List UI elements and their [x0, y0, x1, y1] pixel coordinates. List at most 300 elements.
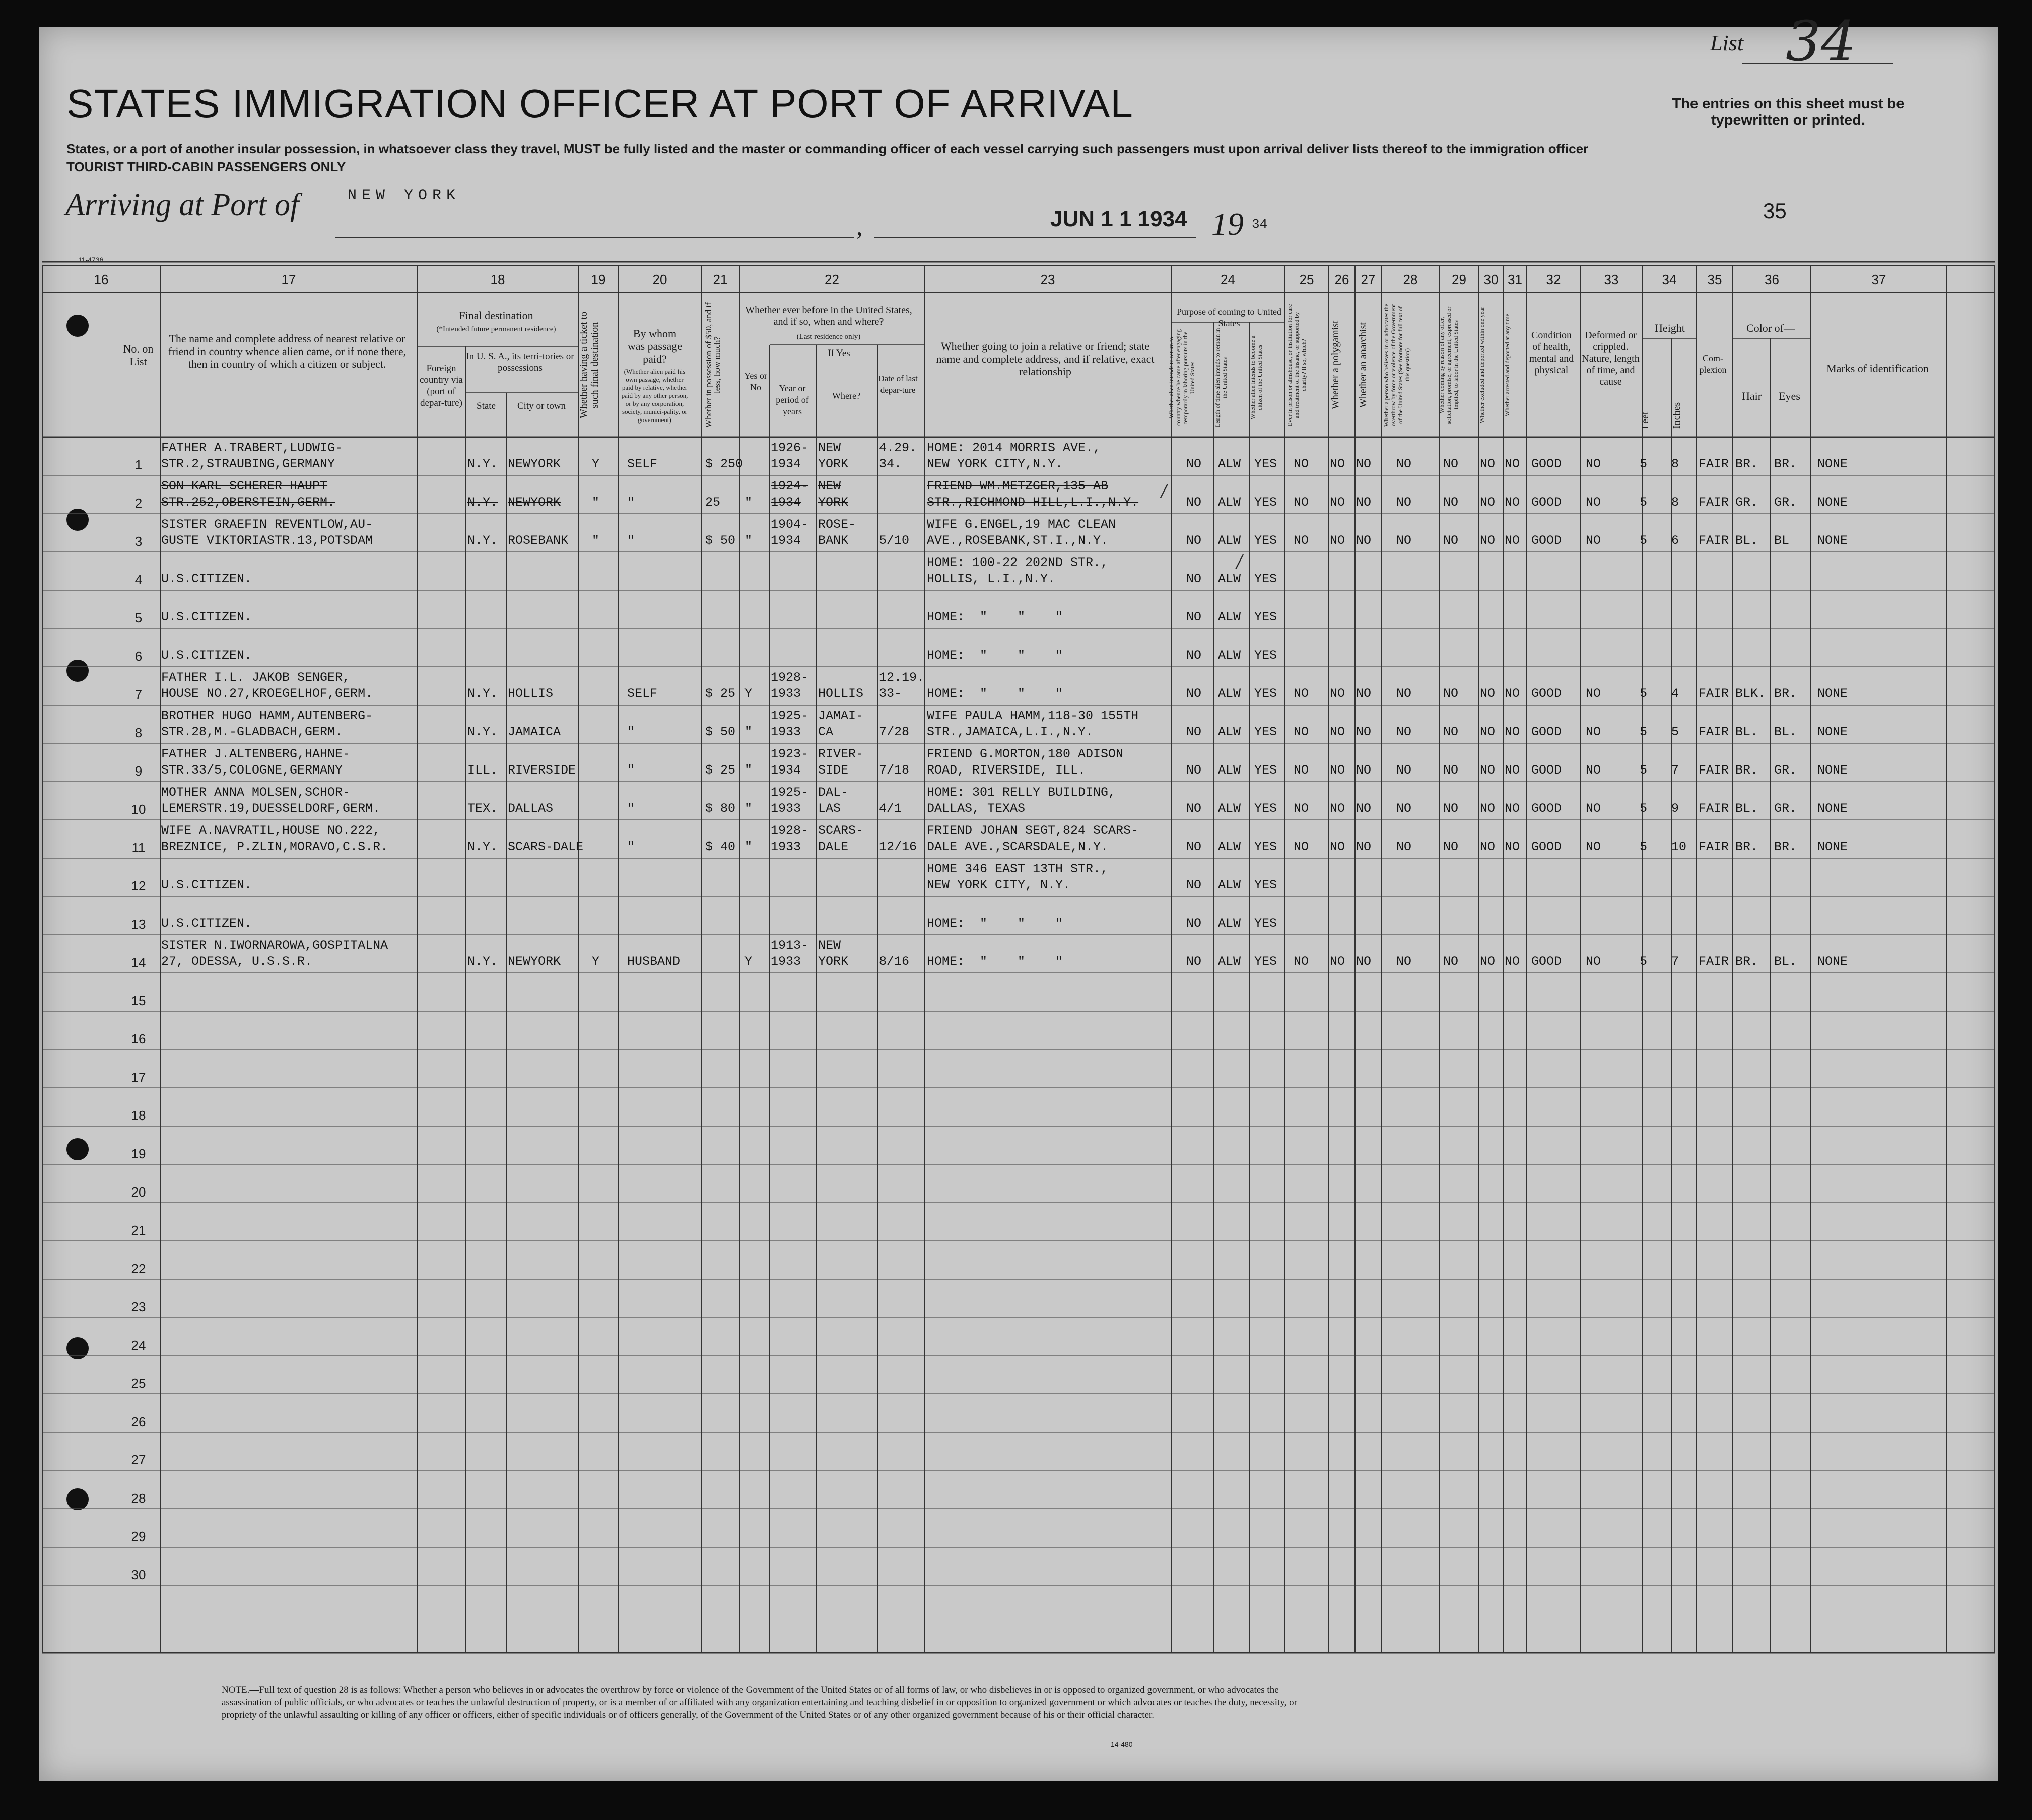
health-condition: GOOD [1531, 725, 1562, 739]
polygamist-answer: NO [1330, 457, 1345, 471]
header-anarchist: Whether an anarchist [1358, 322, 1369, 408]
previous-residence-line1: SCARS- [818, 823, 864, 838]
row-number: 16 [131, 1031, 146, 1046]
destination-state: N.Y. [467, 725, 498, 739]
eye-color: GR. [1774, 763, 1797, 778]
excluded-answer: NO [1480, 839, 1496, 854]
excluded-answer: NO [1480, 725, 1496, 739]
deformed-answer: NO [1586, 954, 1601, 969]
relative-address-line2: STR.33/5,COLOGNE,GERMANY [161, 763, 343, 778]
years-to: 1933 [771, 839, 801, 854]
relative-address-line1: BROTHER HUGO HAMM,AUTENBERG- [161, 709, 373, 723]
row-number: 4 [134, 572, 143, 587]
row-number: 10 [131, 802, 146, 817]
deformed-answer: NO [1586, 801, 1601, 816]
relative-address-line1: FATHER A.TRABERT,LUDWIG- [161, 441, 343, 455]
eye-color: BR. [1774, 839, 1797, 854]
height-feet: 5 [1640, 839, 1648, 854]
header-if-yes: If Yes— [828, 348, 860, 359]
hair-color: BL. [1735, 725, 1758, 739]
been-before-flag: " [744, 763, 753, 778]
arrested-answer: NO [1505, 495, 1520, 510]
joining-line2: NEW YORK CITY,N.Y. [927, 457, 1063, 471]
header-state: State [477, 401, 496, 411]
destination-state: N.Y. [467, 457, 498, 471]
header-before-us: Whether ever before in the United States, and if so, when and where? [745, 305, 912, 327]
header-no-on-list: No. on List [123, 342, 154, 368]
joining-line1: HOME: 100-22 202ND STR., [927, 555, 1109, 570]
column-number: 25 [1299, 272, 1314, 287]
row-number: 6 [134, 649, 143, 664]
purpose-length: ALW [1218, 878, 1241, 892]
row-number: 29 [131, 1529, 146, 1544]
purpose-length: ALW [1218, 686, 1241, 701]
header-final-destination: Final destination [459, 309, 533, 322]
purpose-citizen: YES [1254, 648, 1277, 663]
previous-residence-line2: CA [818, 725, 834, 739]
excluded-answer: NO [1480, 954, 1496, 969]
purpose-length: ALW [1218, 457, 1241, 471]
row-number: 30 [131, 1567, 146, 1582]
complexion: FAIR [1699, 839, 1729, 854]
column-number: 21 [713, 272, 728, 287]
purpose-citizen: YES [1254, 572, 1277, 586]
footnote-code: 14-480 [1111, 1740, 1133, 1748]
row-number: 1 [134, 457, 143, 472]
year-suffix: 34 [1252, 217, 1268, 232]
header-eyes: Eyes [1779, 390, 1800, 402]
years-from: 1913- [771, 938, 809, 953]
purpose-citizen: YES [1254, 878, 1277, 892]
passage-paid-by: " [627, 839, 635, 854]
purpose-return: NO [1186, 954, 1202, 969]
purpose-citizen: YES [1254, 916, 1277, 931]
anarchist-answer: NO [1356, 839, 1372, 854]
joining-line2: HOLLIS, L.I.,N.Y. [927, 572, 1056, 586]
handwritten-mark: / [1161, 481, 1167, 501]
years-from: 1928- [771, 670, 809, 685]
row-number: 8 [134, 725, 143, 740]
sheet-number: 35 [1763, 199, 1787, 223]
purpose-citizen: YES [1254, 686, 1277, 701]
port-label: Arriving at Port of [65, 188, 299, 222]
been-before-flag: " [744, 495, 753, 510]
departure-date-line2: 7/18 [879, 763, 910, 778]
purpose-length: ALW [1218, 572, 1241, 586]
joining-line2: AVE.,ROSEBANK,ST.I.,N.Y. [927, 533, 1109, 548]
question-28-answer: NO [1396, 533, 1412, 548]
deformed-answer: NO [1586, 457, 1601, 471]
page-title: STATES IMMIGRATION OFFICER AT PORT OF ARRIVAL [66, 81, 1133, 126]
years-from: 1925- [771, 709, 809, 723]
punch-hole [66, 1138, 89, 1160]
relative-address-line2: U.S.CITIZEN. [161, 610, 252, 624]
header-offer-labor: Whether coming by reason of any offer, solicitation, promise, or agreement, expressed or implied, to labor in the United States [1438, 306, 1459, 424]
height-feet: 5 [1640, 495, 1648, 510]
departure-date-line2: 8/16 [879, 954, 910, 969]
footnote: NOTE.—Full text of question 28 is as follows: Whether a person who believes in or advocates the overthrow by force or violence of the Government of the United States or of all forms of law, or who disbelieves in or is opposed to organized government, or who advocates the assassination of public officials, or who advocates or teaches the unlawful destruction of property, or is a member of or affiliated with any organization entertaining and teaching disbelief in or opposition to organized government or which advocates or teaches the duty, necessity, or propriety of the unlawful assaulting or killing of any officer or officers, either of specific individuals or of officers generally, of the Government of the United States or of any other organized government because of his or their official character. [222, 1685, 1297, 1720]
question-28-answer: NO [1396, 495, 1412, 510]
joining-line2: HOME: " " " [927, 916, 1063, 931]
row-number: 21 [131, 1223, 146, 1238]
years-from: 1926- [771, 441, 809, 455]
destination-city: DALLAS [508, 801, 554, 816]
row-number: 19 [131, 1146, 146, 1161]
height-inches: 7 [1671, 763, 1679, 778]
offer-labor-answer: NO [1443, 763, 1459, 778]
row-number: 3 [134, 534, 143, 549]
column-number: 22 [825, 272, 839, 287]
destination-city: SCARS-DALE [508, 839, 584, 854]
destination-state: TEX. [467, 801, 498, 816]
typewritten-notice: The entries on this sheet must be typewritten or printed. [1672, 96, 1905, 128]
height-feet: 5 [1640, 533, 1648, 548]
relative-address-line1: FATHER J.ALTENBERG,HAHNE- [161, 747, 351, 761]
been-before-flag: " [744, 801, 753, 816]
row-number: 2 [134, 496, 143, 511]
eye-color: BR. [1774, 457, 1797, 471]
row-number: 12 [131, 878, 146, 893]
anarchist-answer: NO [1356, 495, 1372, 510]
height-feet: 5 [1640, 725, 1648, 739]
hair-color: BR. [1735, 839, 1758, 854]
row-number: 24 [131, 1338, 146, 1353]
offer-labor-answer: NO [1443, 533, 1459, 548]
years-from: 1904- [771, 517, 809, 532]
arrested-answer: NO [1505, 954, 1520, 969]
years-to: 1934 [771, 495, 801, 510]
arrival-date-stamp: JUN 1 1 1934 [1050, 206, 1187, 231]
offer-labor-answer: NO [1443, 725, 1459, 739]
row-number: 27 [131, 1452, 146, 1467]
header-purpose-length: Length of time alien intends to remain in the United States [1214, 328, 1228, 428]
deformed-answer: NO [1586, 839, 1601, 854]
destination-city: NEWYORK [508, 954, 561, 969]
header-yes-no: Yes or No [744, 371, 767, 392]
purpose-citizen: YES [1254, 801, 1277, 816]
identification-marks: NONE [1817, 686, 1848, 701]
eye-color: GR. [1774, 801, 1797, 816]
health-condition: GOOD [1531, 533, 1562, 548]
header-feet: Feet [1640, 411, 1651, 430]
purpose-return: NO [1186, 648, 1202, 663]
relative-address-line1: SISTER N.IWORNAROWA,GOSPITALNA [161, 938, 388, 953]
column-number: 29 [1452, 272, 1466, 287]
header-prison: Ever in prison or almshouse, or institution for care and treatment of the insane, or supported by charity? If so, which? [1286, 304, 1307, 427]
prison-answer: NO [1294, 533, 1309, 548]
header-ticket: Whether having a ticket to such final destination [578, 311, 600, 419]
row-number: 26 [131, 1414, 146, 1429]
row-number: 23 [131, 1299, 146, 1314]
excluded-answer: NO [1480, 763, 1496, 778]
header-hair: Hair [1741, 390, 1762, 402]
row-number: 28 [131, 1491, 146, 1506]
years-to: 1934 [771, 457, 801, 471]
departure-date-line2: 12/16 [879, 839, 917, 854]
complexion: FAIR [1699, 533, 1729, 548]
identification-marks: NONE [1817, 801, 1848, 816]
ticket-flag: " [592, 533, 600, 548]
header-by-whom-note: (Whether alien paid his own passage, whether paid by relative, whether paid by any other person, or by any corporation, society, munici-pality, or government) [621, 368, 688, 424]
question-28-answer: NO [1396, 686, 1412, 701]
years-to: 1933 [771, 725, 801, 739]
eye-color: GR. [1774, 495, 1797, 510]
relative-address-line1: FATHER I.L. JAKOB SENGER, [161, 670, 351, 685]
header-foreign-country: Foreign country via (port of depar-ture)— [419, 363, 463, 420]
purpose-citizen: YES [1254, 457, 1277, 471]
purpose-length: ALW [1218, 648, 1241, 663]
destination-state: N.Y. [467, 495, 498, 510]
departure-date-line2: 34. [879, 457, 902, 471]
passage-paid-by: " [627, 801, 635, 816]
destination-city: NEWYORK [508, 495, 561, 510]
previous-residence-line1: DAL- [818, 785, 849, 800]
relative-address-line2: BREZNICE, P.ZLIN,MORAVO,C.S.R. [161, 839, 388, 854]
arrested-answer: NO [1505, 533, 1520, 548]
purpose-length: ALW [1218, 533, 1241, 548]
height-inches: 4 [1671, 686, 1679, 701]
header-marks: Marks of identification [1826, 362, 1929, 375]
height-inches: 7 [1671, 954, 1679, 969]
joining-line2: HOME: " " " [927, 610, 1063, 624]
been-before-flag: " [744, 725, 753, 739]
identification-marks: NONE [1817, 763, 1848, 778]
years-to: 1933 [771, 954, 801, 969]
purpose-return: NO [1186, 801, 1202, 816]
relative-address-line2: STR.2,STRAUBING,GERMANY [161, 457, 335, 471]
been-before-flag: Y [744, 686, 753, 701]
header-polygamist: Whether a polygamist [1330, 320, 1341, 410]
relative-address-line2: U.S.CITIZEN. [161, 572, 252, 586]
polygamist-answer: NO [1330, 725, 1345, 739]
header-deformed: Deformed or crippled. Nature, length of time, and cause [1582, 330, 1640, 387]
row-number: 20 [131, 1184, 146, 1200]
eye-color: BR. [1774, 686, 1797, 701]
header-year-period: Year or period of years [776, 383, 809, 416]
prison-answer: NO [1294, 763, 1309, 778]
passage-paid-by: " [627, 763, 635, 778]
previous-residence-line1: NEW [818, 479, 841, 494]
height-inches: 9 [1671, 801, 1679, 816]
row-number: 9 [134, 763, 143, 779]
instructions-line: States, or a port of another insular possession, in whatsoever class they travel, MUST be fully listed and the master or commanding officer of each vessel carrying such passengers must upon arrival deliver lists thereof to the immigration officer [66, 141, 1589, 156]
deformed-answer: NO [1586, 686, 1601, 701]
years-to: 1933 [771, 801, 801, 816]
purpose-length: ALW [1218, 801, 1241, 816]
destination-city: ROSEBANK [508, 533, 569, 548]
polygamist-answer: NO [1330, 686, 1345, 701]
relative-address-line2: LEMERSTR.19,DUESSELDORF,GERM. [161, 801, 381, 816]
relative-address-line2: U.S.CITIZEN. [161, 916, 252, 931]
complexion: FAIR [1699, 954, 1729, 969]
health-condition: GOOD [1531, 763, 1562, 778]
header-in-usa: In U. S. A., its terri-tories or possessions [466, 351, 574, 373]
purpose-citizen: YES [1254, 763, 1277, 778]
question-28-answer: NO [1396, 954, 1412, 969]
money-amount: $ 50 [705, 533, 736, 548]
height-inches: 5 [1671, 725, 1679, 739]
manifest-sheet [39, 27, 1998, 1781]
header-color-of: Color of— [1746, 322, 1795, 334]
punch-hole [66, 1337, 89, 1359]
hair-color: BLK. [1735, 686, 1766, 701]
arrested-answer: NO [1505, 763, 1520, 778]
previous-residence-line2: BANK [818, 533, 849, 548]
arrested-answer: NO [1505, 725, 1520, 739]
purpose-return: NO [1186, 878, 1202, 892]
offer-labor-answer: NO [1443, 839, 1459, 854]
departure-date-line2: 4/1 [879, 801, 902, 816]
years-to: 1934 [771, 533, 801, 548]
header-before-note: (Last residence only) [796, 333, 861, 341]
arrested-answer: NO [1505, 686, 1520, 701]
excluded-answer: NO [1480, 801, 1496, 816]
joining-line1: FRIEND G.MORTON,180 ADISON [927, 747, 1124, 761]
column-number: 24 [1221, 272, 1235, 287]
header-purpose-return: Whether alien intends to return to country whence he came after engaging temporarily in laboring pursuits in the United States [1168, 329, 1196, 426]
purpose-length: ALW [1218, 954, 1241, 969]
joining-line2: STR.,RICHMOND HILL,L.I.,N.Y. [927, 495, 1139, 510]
eye-color: BL [1774, 533, 1790, 548]
header-health: Condition of health, mental and physical [1529, 330, 1574, 376]
previous-residence-line1: NEW [818, 938, 841, 953]
purpose-return: NO [1186, 763, 1202, 778]
prison-answer: NO [1294, 495, 1309, 510]
punch-hole [66, 509, 89, 531]
anarchist-answer: NO [1356, 954, 1372, 969]
destination-city: JAMAICA [508, 725, 561, 739]
purpose-length: ALW [1218, 763, 1241, 778]
height-feet: 5 [1640, 763, 1648, 778]
previous-residence-line2: SIDE [818, 763, 849, 778]
money-amount: $ 40 [705, 839, 736, 854]
arrested-answer: NO [1505, 457, 1520, 471]
column-number: 26 [1334, 272, 1349, 287]
hair-color: BR. [1735, 457, 1758, 471]
height-inches: 10 [1671, 839, 1687, 854]
header-joining: Whether going to join a relative or friend; state name and complete address, and if relative, exact relationship [936, 340, 1155, 378]
purpose-return: NO [1186, 572, 1202, 586]
been-before-flag: " [744, 533, 753, 548]
purpose-return: NO [1186, 725, 1202, 739]
anarchist-answer: NO [1356, 686, 1372, 701]
header-purpose-citizen: Whether alien intends to become a citizen of the United States [1249, 335, 1263, 420]
complexion: FAIR [1699, 686, 1729, 701]
previous-residence-line2: YORK [818, 495, 849, 510]
identification-marks: NONE [1817, 533, 1848, 548]
joining-line2: HOME: " " " [927, 954, 1063, 969]
purpose-length: ALW [1218, 495, 1241, 510]
deformed-answer: NO [1586, 533, 1601, 548]
complexion: FAIR [1699, 495, 1729, 510]
relative-address-line1: WIFE A.NAVRATIL,HOUSE NO.222, [161, 823, 381, 838]
column-number: 19 [591, 272, 606, 287]
question-28-answer: NO [1396, 725, 1412, 739]
header-excluded: Whether excluded and deported within one year [1478, 307, 1485, 424]
passage-paid-by: " [627, 533, 635, 548]
deformed-answer: NO [1586, 725, 1601, 739]
hair-color: BR. [1735, 763, 1758, 778]
joining-line2: STR.,JAMAICA,L.I.,N.Y. [927, 725, 1094, 739]
year-prefix: 19 [1211, 206, 1244, 242]
port-underline [335, 237, 854, 238]
deformed-answer: NO [1586, 763, 1601, 778]
identification-marks: NONE [1817, 725, 1848, 739]
separator-comma: , [856, 212, 863, 240]
punch-hole [66, 315, 89, 337]
purpose-return: NO [1186, 495, 1202, 510]
column-number: 33 [1604, 272, 1619, 287]
prison-answer: NO [1294, 954, 1309, 969]
header-date-departure: Date of last depar-ture [878, 374, 918, 395]
been-before-flag: " [744, 839, 753, 854]
joining-line2: HOME: " " " [927, 648, 1063, 663]
health-condition: GOOD [1531, 495, 1562, 510]
relative-address-line2: HOUSE NO.27,KROEGELHOF,GERM. [161, 686, 373, 701]
previous-residence-line2: DALE [818, 839, 849, 854]
passage-paid-by: " [627, 495, 635, 510]
column-number: 36 [1765, 272, 1779, 287]
departure-date-line2: 33- [879, 686, 902, 701]
list-underline [1742, 63, 1893, 64]
column-number: 17 [281, 272, 296, 287]
purpose-return: NO [1186, 839, 1202, 854]
height-feet: 5 [1640, 801, 1648, 816]
column-number: 31 [1508, 272, 1522, 287]
joining-line2: DALLAS, TEXAS [927, 801, 1026, 816]
purpose-citizen: YES [1254, 533, 1277, 548]
purpose-citizen: YES [1254, 954, 1277, 969]
header-complexion: Com-plexion [1699, 353, 1727, 375]
relative-address-line2: U.S.CITIZEN. [161, 648, 252, 663]
form-code: 11-4736 [78, 256, 104, 264]
complexion: FAIR [1699, 457, 1729, 471]
purpose-return: NO [1186, 457, 1202, 471]
years-to: 1934 [771, 763, 801, 778]
purpose-length: ALW [1218, 839, 1241, 854]
polygamist-answer: NO [1330, 954, 1345, 969]
relative-address-line1: SON KARL SCHERER HAUPT [161, 479, 328, 494]
anarchist-answer: NO [1356, 725, 1372, 739]
passage-paid-by: " [627, 725, 635, 739]
departure-date-line2: 5/10 [879, 533, 910, 548]
offer-labor-answer: NO [1443, 954, 1459, 969]
joining-line1: WIFE PAULA HAMM,118-30 155TH [927, 709, 1139, 723]
list-label: List [1710, 31, 1744, 55]
purpose-length: ALW [1218, 610, 1241, 624]
identification-marks: NONE [1817, 954, 1848, 969]
purpose-return: NO [1186, 686, 1202, 701]
complexion: FAIR [1699, 725, 1729, 739]
departure-date-line1: 4.29. [879, 441, 917, 455]
years-from: 1924- [771, 479, 809, 494]
punch-hole [66, 660, 89, 682]
previous-residence-line1: JAMAI- [818, 709, 864, 723]
height-inches: 8 [1671, 457, 1679, 471]
row-number: 11 [131, 840, 146, 855]
previous-residence-line1: NEW [818, 441, 841, 455]
arrested-answer: NO [1505, 839, 1520, 854]
money-amount: $ 25 [705, 686, 736, 701]
joining-line2: NEW YORK CITY, N.Y. [927, 878, 1071, 892]
row-number: 14 [131, 955, 146, 970]
identification-marks: NONE [1817, 495, 1848, 510]
question-28-answer: NO [1396, 839, 1412, 854]
purpose-length: ALW [1218, 916, 1241, 931]
years-from: 1925- [771, 785, 809, 800]
port-value: NEW YORK [348, 187, 461, 204]
relative-address-line1: SISTER GRAEFIN REVENTLOW,AU- [161, 517, 373, 532]
